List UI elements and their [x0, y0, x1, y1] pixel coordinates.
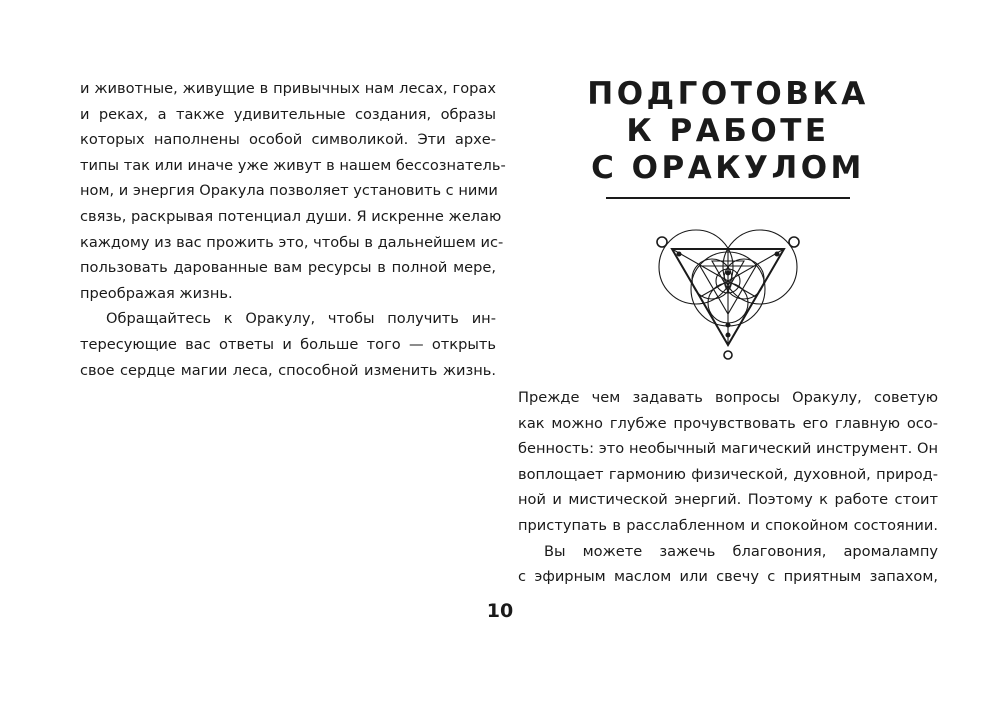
text-line: Вы можете зажечь благовония, аромалампу: [544, 542, 938, 560]
text-line: каждому из вас прожить это, чтобы в дальнейшем ис-: [80, 233, 504, 251]
text-line: и реках, а также удивительные создания, образы: [80, 105, 496, 123]
left-page: [80, 76, 506, 383]
text-line: типы так или иначе уже живут в нашем бессознатель-: [80, 156, 506, 174]
text-line: как можно глубже прочувствовать его главную осо-: [518, 414, 938, 432]
text-line: и животные, живущие в привычных нам лесах, горах: [80, 80, 496, 97]
text-line: преображая жизнь.: [80, 284, 233, 302]
text-line: связь, раскрывая потенциал души. Я искренне желаю: [80, 207, 502, 225]
title-divider: [606, 197, 850, 199]
chapter-title: [578, 76, 878, 187]
right-page: [518, 76, 938, 590]
page-number: 10: [486, 600, 514, 622]
text-line: Обращайтесь к Оракулу, чтобы получить ин-: [106, 310, 496, 328]
text-line: ном, и энергия Оракула позволяет установить с ними: [80, 182, 498, 200]
sacred-geometry-triangle-circles-icon: [652, 221, 804, 363]
text-line: тересующие вас ответы и больше того — открыть: [80, 335, 496, 353]
text-line: ной и мистической энергий. Поэтому к работе стоит: [518, 491, 938, 509]
text-line: пользовать дарованные вам ресурсы в полной мере,: [80, 259, 496, 277]
chapter-title-line: К РАБОТЕ: [626, 113, 830, 149]
right-page-text: [518, 385, 938, 590]
text-line: бенность: это необычный магический инструмент. Он: [518, 440, 938, 458]
text-line: воплощает гармонию физической, духовной, природ-: [518, 465, 938, 483]
chapter-title-line: С ОРАКУЛОМ: [591, 150, 865, 186]
text-line: приступать в расслабленном и спокойном состоянии.: [518, 516, 938, 534]
chapter-title-line: ПОДГОТОВКА: [587, 76, 869, 112]
text-line: которых наполнены особой символикой. Эти архе-: [80, 131, 496, 149]
text-line: свое сердце магии леса, способной изменить жизнь.: [80, 361, 496, 379]
text-line: Прежде чем задавать вопросы Оракулу, советую: [518, 389, 938, 406]
text-line: с эфирным маслом или свечу с приятным запахом,: [518, 568, 938, 586]
